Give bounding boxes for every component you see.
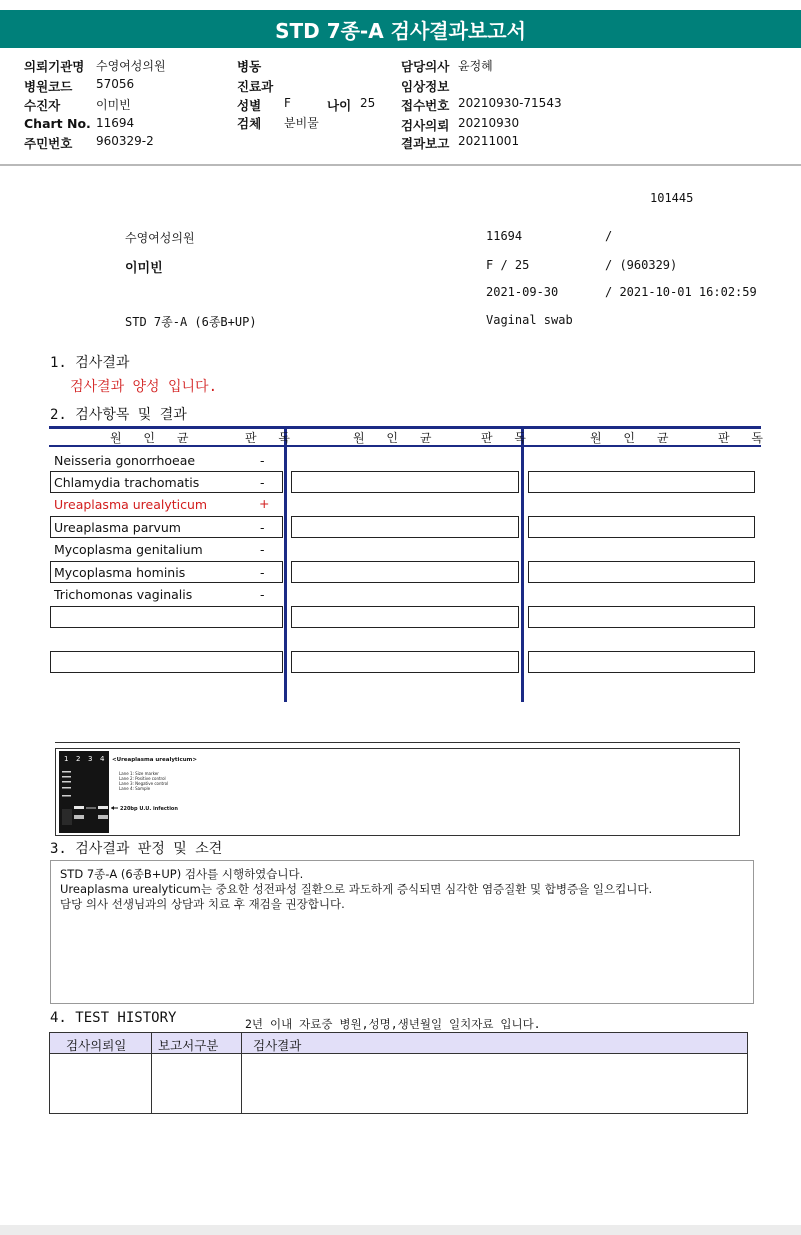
history-col-divider — [151, 1033, 152, 1113]
hospital-code-label: 병원코드 — [24, 79, 73, 94]
summary-code: 101445 — [650, 191, 694, 205]
organism-result: - — [260, 587, 265, 602]
opinion-box — [50, 860, 754, 1004]
result-cell — [291, 516, 519, 538]
summary-chart: 11694 — [486, 229, 523, 243]
lane-number: 1 — [64, 755, 69, 763]
history-col-request: 검사의뢰일 — [66, 1038, 127, 1053]
institution-label: 의뢰기관명 — [24, 59, 85, 74]
chart-label: Chart No. — [24, 116, 91, 131]
chart-value: 11694 — [96, 116, 135, 130]
result-cell — [291, 651, 519, 673]
col-judgement-header: 판 독 — [245, 431, 299, 445]
gel-image-box — [55, 748, 740, 836]
organism-result: - — [260, 520, 265, 535]
section3-heading: 3. 검사결과 판정 및 소견 — [50, 841, 223, 857]
organism-name-positive: Ureaplasma urealyticum — [54, 497, 208, 512]
gel-legend: Lane 4: Sample — [119, 786, 151, 791]
history-table — [49, 1032, 748, 1114]
result-cell — [291, 606, 519, 628]
result-positive-text: 검사결과 양성 입니다. — [70, 379, 218, 395]
result-cell — [291, 561, 519, 583]
ward-label: 병동 — [237, 59, 262, 74]
col-organism-header: 원 인 균 — [110, 431, 198, 445]
summary-request-date: 2021-09-30 — [486, 285, 559, 299]
gel-legend: Lane 3: Negative control — [119, 781, 169, 786]
hospital-code-value: 57056 — [96, 77, 135, 91]
institution-value: 수영여성의원 — [96, 59, 166, 73]
results-grid-divider — [284, 426, 287, 702]
lane-number: 3 — [88, 755, 93, 763]
result-cell — [291, 471, 519, 493]
request-label: 검사의뢰 — [401, 118, 450, 133]
summary-report-datetime: / 2021-10-01 16:02:59 — [605, 285, 757, 299]
clinical-label: 임상정보 — [401, 79, 450, 94]
doctor-value: 윤정혜 — [458, 59, 493, 73]
organism-name: Mycoplasma hominis — [54, 565, 186, 580]
organism-name: Trichomonas vaginalis — [54, 587, 193, 602]
col-judgement-header: 판 독 — [718, 431, 772, 445]
opinion-line: STD 7종-A (6종B+UP) 검사를 시행하였습니다. — [60, 867, 304, 881]
report-title: STD 7종-A 검사결과보고서 — [0, 10, 801, 48]
gel-electrophoresis-image — [56, 749, 739, 835]
opinion-line: Ureaplasma urealyticum는 중요한 성전파성 질환으로 과도하게 증식되면 심각한 염증질환 및 합병증을 일으킵니다. — [60, 882, 653, 896]
result-cell — [50, 651, 283, 673]
history-col-divider — [241, 1033, 242, 1113]
reception-label: 접수번호 — [401, 98, 450, 113]
age-value: 25 — [360, 96, 376, 110]
reception-value: 20210930-71543 — [458, 96, 562, 110]
patient-label: 수진자 — [24, 98, 61, 113]
band-arrow-icon — [111, 806, 114, 810]
specimen-label: 검체 — [237, 116, 262, 131]
doctor-label: 담당의사 — [401, 59, 450, 74]
col-organism-header: 원 인 균 — [590, 431, 678, 445]
page-bottom-bar — [0, 1225, 801, 1235]
lane-number: 4 — [100, 755, 105, 763]
resident-label: 주민번호 — [24, 136, 73, 151]
sex-label: 성별 — [237, 98, 262, 113]
organism-result: - — [260, 453, 265, 468]
lane-number: 2 — [76, 755, 81, 763]
summary-sex-age: F / 25 — [486, 258, 530, 272]
results-grid-divider — [521, 426, 524, 702]
opinion-line: 담당 의사 선생님과의 상담과 치료 후 재검을 권장합니다. — [60, 897, 345, 911]
organism-name: Chlamydia trachomatis — [54, 475, 200, 490]
summary-specimen-type: Vaginal swab — [486, 313, 573, 327]
summary-institution: 수영여성의원 — [125, 231, 195, 245]
organism-name: Mycoplasma genitalium — [54, 542, 203, 557]
result-cell — [528, 651, 755, 673]
report-date-value: 20211001 — [458, 134, 520, 148]
specimen-value: 분비물 — [284, 116, 319, 130]
result-cell — [528, 471, 755, 493]
summary-patient: 이미빈 — [125, 261, 163, 276]
organism-name: Ureaplasma parvum — [54, 520, 181, 535]
organism-result: - — [260, 475, 265, 490]
history-note: 2년 이내 자료중 병원,성명,생년월일 일치자료 입니다. — [245, 1017, 541, 1031]
col-judgement-header: 판 독 — [481, 431, 535, 445]
organism-result: - — [260, 565, 265, 580]
patient-value: 이미빈 — [96, 98, 131, 112]
summary-birth: / (960329) — [605, 258, 678, 272]
section1-heading: 1. 검사결과 — [50, 355, 130, 371]
resident-value: 960329-2 — [96, 134, 154, 148]
gel-band-label: 220bp U.U. infection — [120, 806, 178, 812]
organism-name: Neisseria gonorrhoeae — [54, 453, 196, 468]
report-date-label: 결과보고 — [401, 136, 450, 151]
history-col-type: 보고서구분 — [158, 1038, 219, 1053]
gel-top-rule — [55, 742, 740, 743]
section4-heading: 4. TEST HISTORY — [50, 1010, 177, 1026]
result-cell — [528, 561, 755, 583]
header-info — [0, 52, 801, 164]
organism-result: - — [260, 542, 265, 557]
gel-legend: Lane 2: Positive control — [119, 776, 166, 781]
age-label: 나이 — [327, 98, 352, 113]
sex-value: F — [284, 96, 291, 110]
gel-title: <Ureaplasma urealyticum> — [112, 757, 197, 763]
request-value: 20210930 — [458, 116, 520, 130]
result-cell — [50, 606, 283, 628]
history-col-result: 검사결과 — [253, 1038, 302, 1053]
result-cell — [528, 606, 755, 628]
summary-slash: / — [605, 229, 613, 243]
col-organism-header: 원 인 균 — [353, 431, 441, 445]
dept-label: 진료과 — [237, 79, 274, 94]
result-cell — [528, 516, 755, 538]
header-divider — [0, 164, 801, 166]
summary-test-name: STD 7종-A (6종B+UP) — [125, 315, 257, 329]
organism-result-positive: + — [259, 496, 270, 511]
section2-heading: 2. 검사항목 및 결과 — [50, 407, 187, 423]
history-table-header — [50, 1033, 747, 1054]
gel-legend: Lane 1: Size marker — [119, 771, 159, 776]
